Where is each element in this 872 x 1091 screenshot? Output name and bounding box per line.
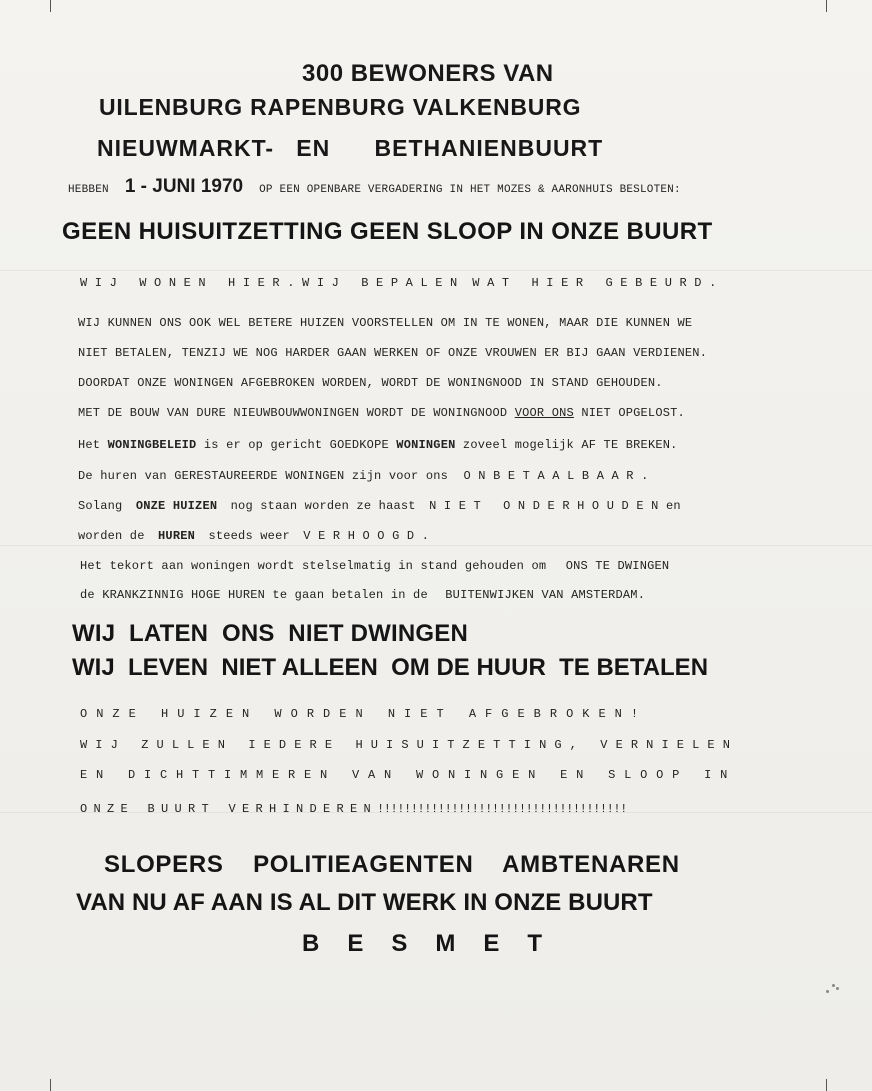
body-line-3: NIET BETALEN, TENZIJ WE NOG HARDER GAAN WERKEN OF ONZE VROUWEN ER BIJ GAAN VERDIENEN. <box>78 346 708 360</box>
body-line-8-part: Solang <box>78 499 123 513</box>
staple-mark <box>50 1079 51 1091</box>
intro-hebben: HEBBEN <box>68 184 109 196</box>
intro-date: 1 - JUNI 1970 <box>124 176 244 197</box>
body-line-9-part: steeds weer <box>208 529 290 543</box>
paper-fold <box>0 270 872 271</box>
staple-mark <box>826 1079 827 1091</box>
body-line-7 <box>78 469 649 483</box>
body-line-6-part: is er op gericht GOEDKOPE <box>203 438 389 452</box>
body-line-6 <box>78 438 678 452</box>
header-line-2: UILENBURG RAPENBURG VALKENBURG <box>99 94 582 120</box>
body-line-9-part: worden de <box>78 529 145 543</box>
body-line-5 <box>78 406 685 420</box>
slogan-line-1: WIJ LATEN ONS NIET DWINGEN <box>72 620 469 647</box>
body-line-6-part: Het <box>78 438 101 452</box>
footer-line-2: VAN NU AF AAN IS AL DIT WERK IN ONZE BUURT <box>76 889 653 916</box>
footer-line-3: B E S M E T <box>302 930 545 957</box>
body-line-10-part: Het tekort aan woningen wordt stelselmatig in stand gehouden om <box>80 559 547 573</box>
body-line-1: W I J W O N E N H I E R . W I J B E P A L E N W A T H I E R G E B E U R D . <box>80 276 717 290</box>
body-line-7-spaced: O N B E T A A L B A A R . <box>463 469 649 483</box>
declaration-line-1: O N Z E H U I Z E N W O R D E N N I E T A F G E B R O K E N ! <box>80 707 639 721</box>
body-line-8-spaced: N I E T O N D E R H O U D E N <box>429 499 659 513</box>
header-line-3: NIEUWMARKT- EN BETHANIENBUURT <box>97 135 604 161</box>
declaration-line-2: W I J Z U L L E N I E D E R E H U I S U I T Z E T T I N G , V E R N I E L E N <box>80 738 731 752</box>
body-line-4: DOORDAT ONZE WONINGEN AFGEBROKEN WORDEN, WORDT DE WONINGNOOD IN STAND GEHOUDEN. <box>78 376 663 390</box>
body-line-5-start: MET DE BOUW VAN DURE NIEUWBOUWWONINGEN WORDT DE WONINGNOOD <box>78 406 508 420</box>
body-line-7-part: De huren van GERESTAUREERDE WONINGEN zijn voor ons <box>78 469 449 483</box>
body-line-11-emphasis: BUITENWIJKEN VAN AMSTERDAM. <box>445 588 646 602</box>
staple-mark <box>826 0 827 12</box>
body-line-9-spaced: V E R H O O G D . <box>303 529 430 543</box>
paper-fold <box>0 545 872 546</box>
body-line-6-bold: WONINGEN <box>396 438 456 452</box>
body-line-8 <box>78 499 681 513</box>
header-line-1: 300 BEWONERS VAN <box>302 60 554 87</box>
body-line-8-part: en <box>665 499 681 513</box>
body-line-11 <box>80 588 645 602</box>
body-line-5-emphasis: VOOR ONS <box>514 406 574 420</box>
headline: GEEN HUISUITZETTING GEEN SLOOP IN ONZE BUURT <box>62 218 713 245</box>
body-line-9-bold: HUREN <box>158 529 196 543</box>
intro-rest: OP EEN OPENBARE VERGADERING IN HET MOZES & AARONHUIS BESLOTEN: <box>259 184 681 196</box>
body-line-11-part: de KRANKZINNIG HOGE HUREN te gaan betalen in de <box>80 588 428 602</box>
body-line-5-end: NIET OPGELOST. <box>581 406 685 420</box>
staple-mark <box>50 0 51 12</box>
declaration-line-3: E N D I C H T T I M M E R E N V A N W O N I N G E N E N S L O O P I N <box>80 768 729 782</box>
body-line-2: WIJ KUNNEN ONS OOK WEL BETERE HUIZEN VOORSTELLEN OM IN TE WONEN, MAAR DIE KUNNEN WE <box>78 316 693 330</box>
body-line-10 <box>80 559 669 573</box>
body-line-9 <box>78 529 429 543</box>
body-line-6-bold: WONINGBELEID <box>107 438 197 452</box>
body-line-8-part: nog staan worden ze haast <box>230 499 416 513</box>
body-line-10-emphasis: ONS TE DWINGEN <box>565 559 670 573</box>
intro-line <box>68 176 681 198</box>
slogan-line-2: WIJ LEVEN NIET ALLEEN OM DE HUUR TE BETALEN <box>72 654 709 681</box>
declaration-line-4: O N Z E B U U R T V E R H I N D E R E N !!!!!!!!!!!!!!!!!!!!!!!!!!!!!!!!!!!!! <box>80 802 627 816</box>
footer-line-1: SLOPERS POLITIEAGENTEN AMBTENAREN <box>104 851 680 878</box>
body-line-6-part: zoveel mogelijk AF TE BREKEN. <box>462 438 678 452</box>
body-line-8-bold: ONZE HUIZEN <box>135 499 218 513</box>
